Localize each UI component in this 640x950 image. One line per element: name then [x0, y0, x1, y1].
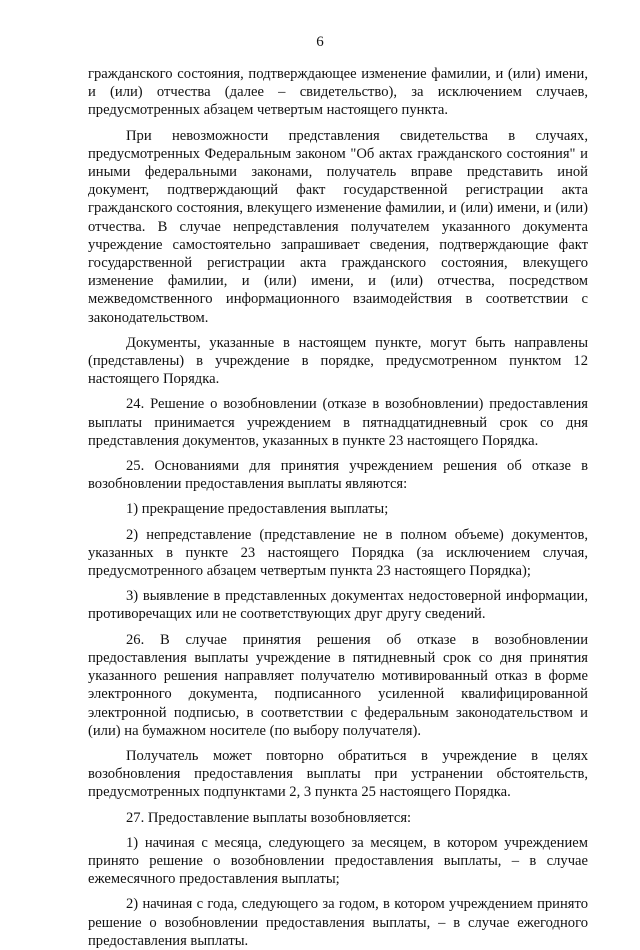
paragraph-25-item-1: 1) прекращение предоставления выплаты;: [126, 501, 389, 518]
page-number: 6: [316, 34, 324, 50]
paragraph-documents-submission: Документы, указанные в настоящем пункте, могут быть направлены (представлены) в учреждение в порядке, предусмотренном пунктом 12 настоящего Порядка.: [88, 334, 588, 388]
paragraph-27-item-2: 2) начиная с года, следующего за годом, в котором учреждением принято решение о возобновлении предоставления выплаты, – в случае ежегодного предоставления выплаты.: [88, 896, 588, 949]
paragraph-continuation: гражданского состояния, подтверждающее изменение фамилии, и (или) имени, и (или) отчества (далее – свидетельство), за исключением случаев, предусмотренных абзацем четвертым настоящего пункта.: [88, 66, 588, 119]
paragraph-26: 26. В случае принятия решения об отказе в возобновлении предоставления выплаты учреждение в пятидневный срок со дня принятия указанного решения направляет получателю мотивированный отказ в форме электронного документа, подписанного усиленной квалифицированной электронной подписью, в соответствии с федеральным законодательством и (или) на бумажном носителе (по выбору получателя).: [88, 631, 588, 739]
document-body: [88, 65, 588, 950]
paragraph-25-item-2: 2) непредставление (представление не в полном объеме) документов, указанных в пункте 23 настоящего Порядка (за исключением случая, предусмотренного абзацем четвертым пункта 23 настоящего Порядка);: [88, 526, 588, 580]
paragraph-25-item-3: 3) выявление в представленных документах недостоверной информации, противоречащих или не соответствующих друг другу сведений.: [88, 588, 588, 623]
paragraph-27-item-1: 1) начиная с месяца, следующего за месяцем, в котором учреждением принято решение о возобновлении предоставления выплаты, – в случае ежемесячного предоставления выплаты;: [88, 834, 588, 888]
paragraph-reapply: Получатель может повторно обратиться в учреждение в целях возобновления предоставления выплаты при устранении обстоятельств, предусмотренных подпунктами 2, 3 пункта 25 настоящего Порядка.: [88, 747, 588, 801]
paragraph-25: 25. Основаниями для принятия учреждением решения об отказе в возобновлении предоставления выплаты являются:: [88, 458, 588, 493]
paragraph-alternative-document: При невозможности представления свидетельства в случаях, предусмотренных Федеральным законом "Об актах гражданского состояния" и иными федеральными законами, получатель вправе представить иной документ, подтверждающий факт государственной регистрации акта гражданского состояния, влекущего изменение фамилии, и (или) имени, и (или) отчества. В случае непредставления получателем указанного документа учреждение самостоятельно запрашивает сведения, подтверждающие факт государственной регистрации акта гражданского состояния, влекущего изменение фамилии, и (или) имени, и (или) отчества, посредством межведомственного информационного взаимодействия в соответствии с законодательством.: [88, 127, 588, 326]
paragraph-27: 27. Предоставление выплаты возобновляется:: [126, 809, 412, 826]
paragraph-24: 24. Решение о возобновлении (отказе в возобновлении) предоставления выплаты принимается учреждением в пятнадцатидневный срок со дня представления документов, указанных в пункте 23 настоящего Порядка.: [88, 396, 588, 449]
